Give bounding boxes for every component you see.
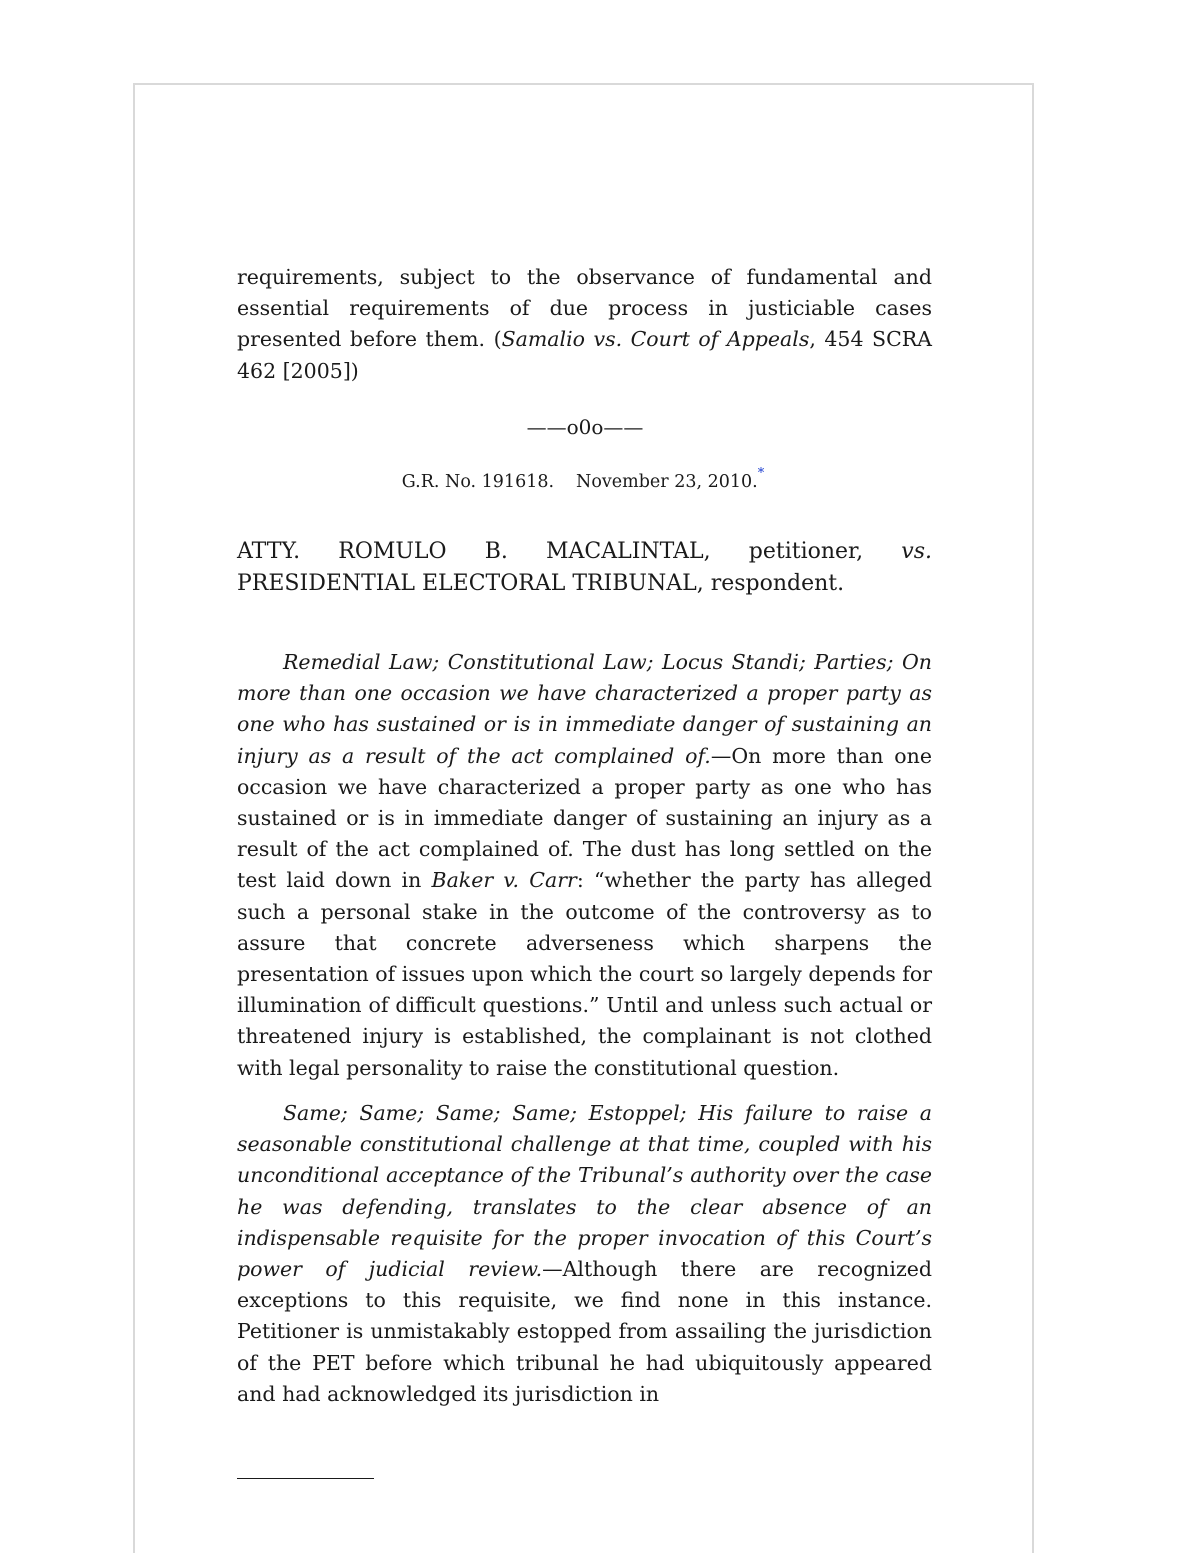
case-header [0,468,1200,496]
case-parties [237,536,932,599]
separator-ornament: ——o0o—— [526,415,644,439]
petitioner-role: , petitioner, [703,539,902,564]
petitioner-name: ATTY. ROMULO B. MACALINTAL [237,539,704,564]
syllabus-2-body: —Although there are recognized exceptions to this requisite, we find none in this instance. Petitioner is unmistakably estopped from assailing the jurisdiction of the PET before which tribunal he had ubiquitously appeared and had acknowledged its jurisdiction in [237,1257,933,1406]
decision-date: November 23, 2010. [576,472,758,492]
gr-number: G.R. No. 191618. [401,472,555,492]
syllabus-1-case-ref: Baker v. Carr [431,868,577,893]
syllabus-2-headnote: Same; Same; Same; Same; Estoppel; His failure to raise a seasonable constitutional challenge at that time, coupled with his unconditional acceptance of the Tribunal’s authority over the case he was defending, translates to the clear absence of an indispensable requisite for the proper invocation of this Court’s power of judicial review. [237,1101,932,1282]
section-separator [0,413,1200,441]
footnote-marker-link[interactable]: * [757,466,765,481]
syllabus-1-body-a: —On more than one occasion we have characterized a proper party as one who has sustained or is in immediate danger of sustaining an injury as a result of the act complained of. The dust has long settled on the test laid down in [237,743,932,893]
versus-label: vs. [901,539,932,564]
syllabus-1-headnote: Remedial Law; Constitutional Law; Locus Standi; Parties; On more than one occasion we have characterized a proper party as one who has sustained or is in immediate danger of sustaining an injury as a result of the act complained of. [237,650,932,768]
syllabus-paragraph-2 [237,1098,932,1410]
intro-text-b: , 454 SCRA 462 [2005]) [237,327,932,383]
intro-text-a: requirements, subject to the observance of fundamental and essential requirements of due process in justiciable cases presented before them. ( [237,265,932,352]
respondent-role: , respondent. [696,570,845,596]
footnote-divider [237,1478,374,1479]
syllabus-1-body-b: : “whether the party has alleged such a personal stake in the outcome of the controversy as to assure that concrete adverseness which sharpens the presentation of issues upon which the court so largely depends for illumination of difficult questions.” Until and unless such actual or threatened injury is established, the complainant is not clothed with legal personality to raise the constitutional question. [237,868,932,1080]
intro-paragraph [237,262,932,387]
respondent-name: PRESIDENTIAL ELECTORAL TRIBUNAL [237,570,697,596]
intro-citation-case: Samalio vs. Court of Appeals [501,327,810,352]
syllabus-paragraph-1 [237,647,932,1084]
